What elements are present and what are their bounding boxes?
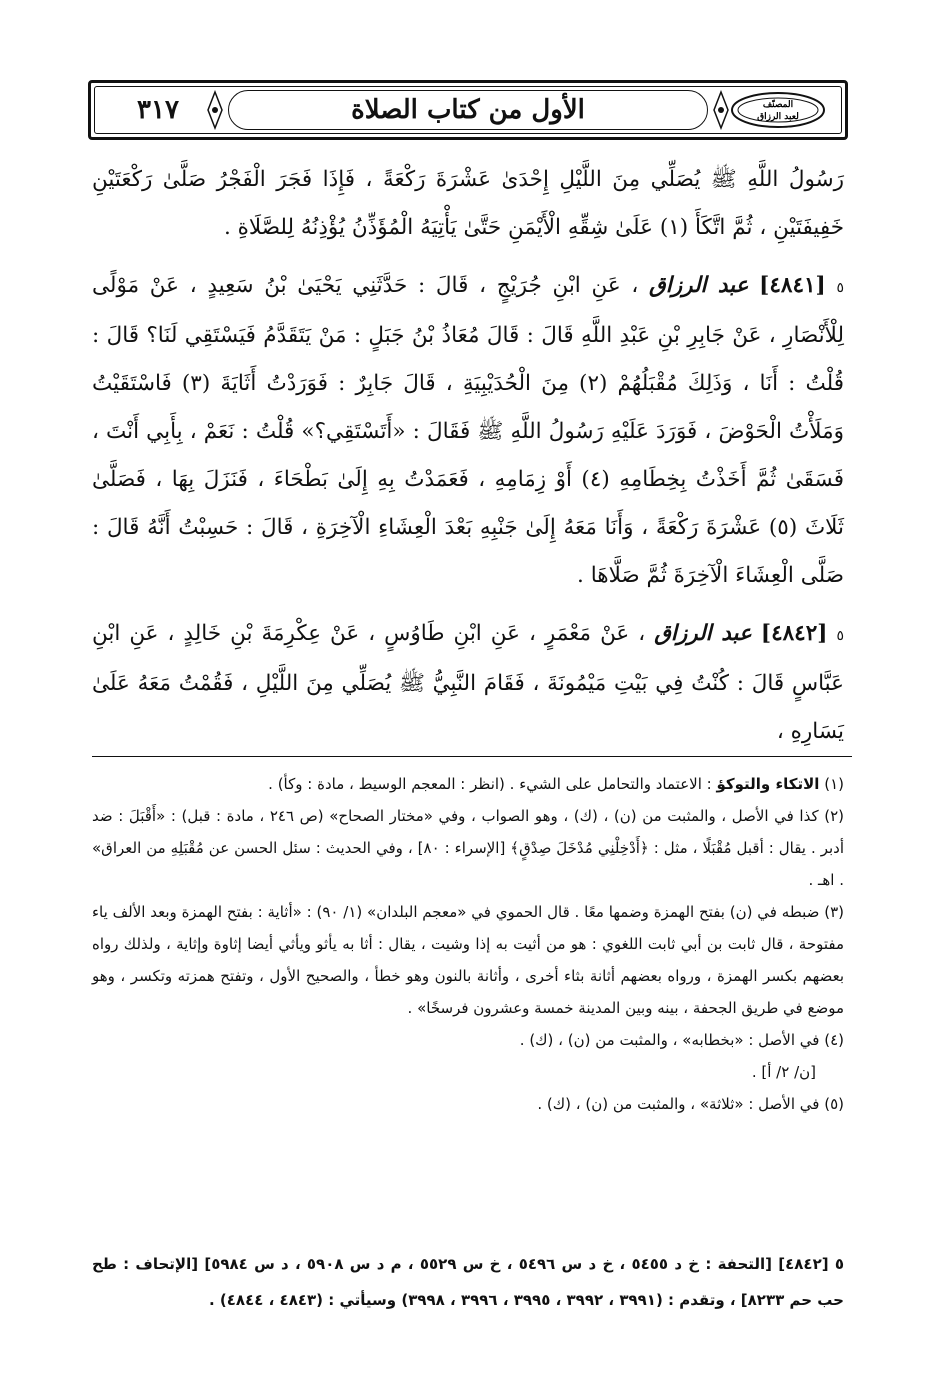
footnote-text: كذا في الأصل ، والمثبت من (ن) ، (ك) ، وهو الصواب ، وفي «مختار الصحاح» (ص ٢٤٦ ، مادة : قبل) : «أَقْبَلَ : ضد أدبر . يقال : أقبل مُقْبَلًا ، مثل : ﴿أَدْخِلْنِي مُدْخَلَ صِدْقٍ﴾ [الإسراء : ٨٠] ، وفي الحديث : سئل الحسن عن مُقْبَلِهِ من العراق» . اهـ .	[92, 807, 845, 889]
narrator-name: عبد الرزاق	[654, 621, 752, 646]
paragraph-text: رَسُولُ اللَّهِ ﷺ يُصَلِّي مِنَ اللَّيْلِ إِحْدَىٰ عَشْرَةَ رَكْعَةً ، فَإِذَا فَجَرَ الْفَجْرُ صَلَّىٰ رَكْعَتَيْنِ خَفِيفَتَيْنِ ، ثُمَّ اتَّكَأَ (١) عَلَىٰ شِقِّهِ الْأَيْمَنِ حَتَّىٰ يَأْتِيَهُ الْمُؤَذِّنُ يُؤْذِنُهُ لِلصَّلَاةِ .	[92, 167, 844, 240]
svg-text:المصنّف: المصنّف	[762, 100, 794, 110]
hadith-number: [٤٨٤١]	[759, 273, 826, 298]
footnote-text: في الأصل : «ثلاثة» ، والمثبت من (ن) ، (ك) .	[537, 1095, 820, 1113]
footnote-text: ضبطه في (ن) بفتح الهمزة وضمها معًا . قال الحموي في «معجم البلدان» (١/ ٩٠) : «أثاية : بفتح الهمزة وبعد الألف ياء مفتوحة ، قال ثابت بن أبي ثابت اللغوي : هو من أثيت به إذا وشيت ، يقال : أثا به يأثو ويأثي أيضا إثاوة وإثاية ، ولذلك رواه بعضهم بكسر الهمزة ، ورواه بعضهم أثانة بثاء أخرى ، وأثانة بالنون وهو خطأ ، والصحيح الأول ، وتفتح همزته وتكسر ، وهو موضع في طريق الجحفة ، بينه وبين المدينة خمسة وعشرون فرسخًا» .	[92, 903, 844, 1017]
paragraph-text: ، عَنِ ابْنِ جُرَيْجٍ ، قَالَ : حَدَّثَنِي يَحْيَىٰ بْنُ سَعِيدٍ ، عَنْ مَوْلًى لِلْأَنْصَارِ ، عَنْ جَابِرِ بْنِ عَبْدِ اللَّهِ قَالَ : قَالَ مُعَاذُ بْنُ جَبَلٍ : مَنْ يَتَقَدَّمُ فَيَسْتَقِي لَنَا؟ قَالَ : قُلْتُ : أَنَا ، وَذَلِكَ مُقْبَلُهُمْ (٢) مِنَ الْحُدَيْبِيَةِ ، قَالَ جَابِرٌ : فَوَرَدْتُ أَثَايَةَ (٣) فَاسْتَقَيْتُ وَمَلَأْتُ الْحَوْضَ ، فَوَرَدَ عَلَيْهِ رَسُولُ اللَّهِ ﷺ فَقَالَ : «أَتَسْتَقِي؟» قُلْتُ : نَعَمْ ، بِأَبِي أَنْتَ ، فَسَقَىٰ ثُمَّ أَخَذْتُ بِخِطَامِهِ (٤) أَوْ زِمَامِهِ ، فَعَمَدْتُ بِهِ إِلَىٰ بَطْحَاءَ ، فَنَزَلَ بِهَا ، فَصَلَّىٰ ثَلَاثَ (٥) عَشْرَةَ رَكْعَةً ، وَأَنَا مَعَهُ إِلَىٰ جَنْبِهِ بَعْدَ الْعِشَاءِ الْآخِرَةِ ، قَالَ : حَسِبْتُ أَنَّهُ قَالَ : صَلَّى الْعِشَاءَ الْآخِرَةَ ثُمَّ صَلَّاهَا .	[92, 273, 845, 588]
hadith-number: [٤٨٤٢]	[760, 621, 828, 646]
page-number: ٣١٧	[137, 95, 179, 125]
footnote-text: في الأصل : «بخطابه» ، والمثبت من (ن) ، (ك) .	[519, 1031, 820, 1049]
header-title-box	[228, 90, 708, 130]
svg-text:لعبد الرزاق: لعبد الرزاق	[757, 112, 799, 122]
footnote-4	[92, 1024, 844, 1056]
book-logo	[720, 88, 836, 132]
footnote-label: (١)	[824, 775, 844, 793]
book-logo-emblem-icon	[728, 90, 828, 130]
paragraph-text: ، عَنْ مَعْمَرٍ ، عَنِ ابْنِ طَاوُسٍ ، عَنْ عِكْرِمَةَ بْنِ خَالِدٍ ، عَنِ ابْنِ عَبَّاسٍ قَالَ : كُنْتُ فِي بَيْتِ مَيْمُونَةَ ، فَقَامَ النَّبِيُّ ﷺ يُصَلِّي مِنَ اللَّيْلِ ، فَقُمْتُ مَعَهُ عَلَىٰ يَسَارِهِ ،	[92, 621, 844, 744]
footnote-label: (٥)	[824, 1095, 844, 1113]
footnote-label: (٣)	[824, 903, 844, 921]
footnote-text: [ن/ ٢/ أ] .	[751, 1063, 816, 1081]
page-header	[88, 80, 848, 140]
footnotes	[92, 768, 844, 1120]
hadith-4841	[92, 262, 844, 600]
narrator-name: عبد الرزاق	[649, 273, 749, 298]
cross-references	[92, 1246, 844, 1318]
footnote-3	[92, 896, 844, 1024]
footnote-5	[92, 1088, 844, 1120]
hadith-marker: ٥	[836, 628, 844, 644]
footnote-label: (٤)	[824, 1031, 844, 1049]
left-ornament-icon	[206, 90, 224, 130]
paragraph-continuation	[92, 156, 844, 252]
footnote-2	[92, 800, 844, 896]
hadith-4842	[92, 610, 844, 756]
main-text	[92, 156, 844, 766]
footnote-divider	[92, 756, 852, 757]
manuscript-folio-note	[92, 1056, 844, 1088]
reference-text: ٥ [٤٨٤٢] [التحفة : خ د ٥٤٥٥ ، خ د س ٥٤٩٦ ، خ س ٥٥٢٩ ، م د س ٥٩٠٨ ، د س ٥٩٨٤] [الإتحاف : طح حب حم ٨٢٣٣] ، وتقدم : (٣٩٩١ ، ٣٩٩٢ ، ٣٩٩٥ ، ٣٩٩٦ ، ٣٩٩٨) وسيأتي : (٤٨٤٣ ، ٤٨٤٤) .	[92, 1255, 845, 1309]
footnote-term: الاتكاء والتوكؤ	[716, 775, 820, 793]
page-number-box	[100, 90, 216, 130]
hadith-marker: ٥	[836, 280, 844, 296]
footnote-1	[92, 768, 844, 800]
footnote-label: (٢)	[824, 807, 844, 825]
footnote-text: : الاعتماد والتحامل على الشيء . (انظر : المعجم الوسيط ، مادة : وكأ) .	[268, 775, 712, 793]
page-title: الأول من كتاب الصلاة	[351, 95, 585, 125]
